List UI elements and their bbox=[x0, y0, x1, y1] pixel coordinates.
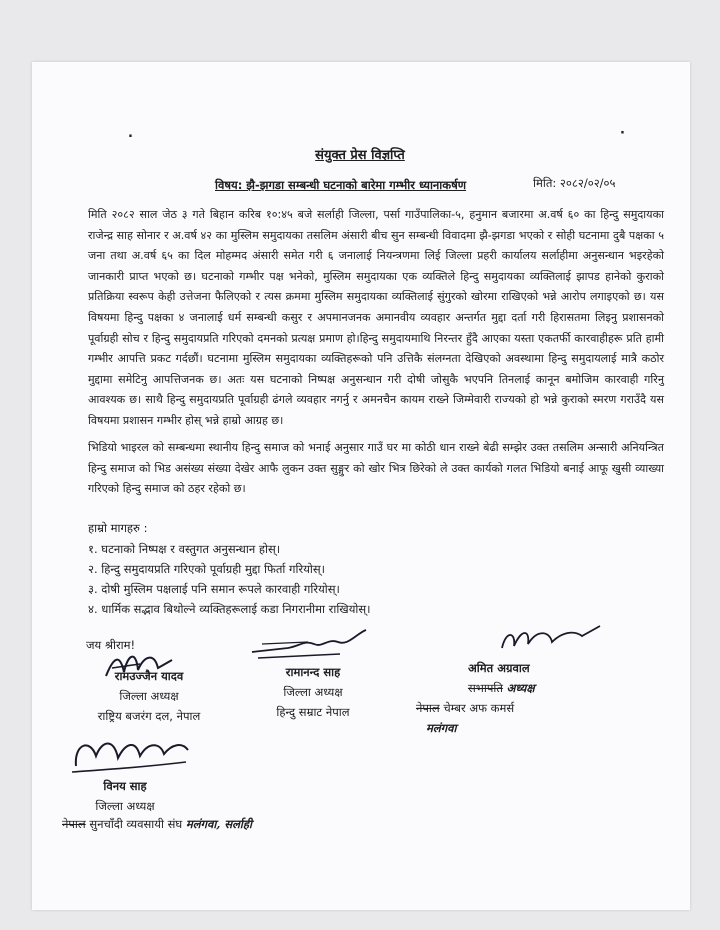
scan-mark: · bbox=[620, 126, 625, 141]
greeting: जय श्रीराम! bbox=[86, 638, 136, 652]
signatory-org-struck: नेपाल bbox=[416, 701, 440, 715]
signatory-name: अमित अग्रवाल bbox=[468, 661, 530, 675]
signatory-org-line bbox=[416, 698, 606, 718]
signatory-org: चेम्बर अफ कमर्स bbox=[443, 701, 515, 715]
signatory-org-handwritten: मलंगवा bbox=[426, 721, 457, 735]
demands-heading: हाम्रो मागहरु : bbox=[88, 521, 148, 535]
signatory-role: जिल्ला अध्यक्ष bbox=[283, 685, 343, 699]
signatory-name: विनय साह bbox=[103, 779, 147, 793]
demand-item: २. हिन्दु समुदायप्रति गरिएको पूर्वाग्रही मुद्दा फिर्ता गरियोस्। bbox=[88, 562, 325, 576]
signatory-org-handwritten: मलंगवा, सर्लाही bbox=[185, 817, 252, 831]
signatory-org: हिन्दु सम्राट नेपाल bbox=[276, 705, 350, 719]
signatory-org: सुनचाँदी व्यवसायी संघ bbox=[89, 817, 183, 831]
signatory-role: जिल्ला अध्यक्ष bbox=[95, 799, 155, 813]
signatory-role-handwritten: अध्यक्ष bbox=[506, 681, 535, 695]
body-paragraph-1: मिति २०८२ साल जेठ ३ गते बिहान करिब १०:४५ बजे सर्लाही जिल्ला, पर्सा गाउँपालिका-५, हनुमान बजारमा अ.वर्ष ६० का हिन्दु समुदायका राजेन्द्र साह सोनार र अ.वर्ष ४२ का मुस्लिम समुदायका तसलिम अंसारी बीच सुन सम्बन्धी विवादमा झै-झगडा भएको र सोही घटनामा दुबै पक्षका ५ जना तथा अ.वर्ष ६५ का दिल मोहम्मद अंसारी समेत गरी ६ जनालाई नियन्त्रणमा लिई जिल्ला प्रहरी कार्यालय सर्लाहीमा अनुसन्धान भइरहेको जानकारी प्राप्त भएको छ। घटनाको गम्भीर पक्ष भनेको, मुस्लिम समुदायका एक व्यक्तिले हिन्दु समुदायका व्यक्तिलाई झापड हानेको कुराको प्रतिक्रिया स्वरूप केही उत्तेजना फैलिएको र त्यस क्रममा मुस्लिम समुदायका व्यक्तिलाई सुंगुरको खोरमा राखिएको भन्ने आरोप लगाइएको छ। यस विषयमा हिन्दु पक्षका ४ जनालाई धर्म सम्बन्धी कसुर र अपमानजनक अमानवीय व्यवहार अन्तर्गत मुद्दा दर्ता गरी हिरासतमा लिइनु प्रशासनको पूर्वाग्रही सोच र हिन्दु समुदायप्रति गरिएको दमनको प्रत्यक्ष प्रमाण हो।हिन्दु समुदायमाथि निरन्तर हुँदै आएका यस्ता एकतर्फी कारवाहीहरू प्रति हामी गम्भीर आपत्ति प्रकट गर्दछौं। घटनामा मुस्लिम समुदायका व्यक्तिहरूको पनि उत्तिकै संलग्नता देखिएको अवस्थामा हिन्दु समुदायलाई मात्रै कठोर मुद्दामा समेटिनु आपत्तिजनक छ। अतः यस घटनाको निष्पक्ष अनुसन्धान गरी दोषी जोसुकै भएपनि तिनलाई कानून बमोजिम कारवाही गरिनु आवश्यक छ। साथै हिन्दु समुदायप्रति पूर्वाग्रही ढंगले व्यवहार नगर्नु र अमनचैन कायम राख्ने जिम्मेवारी राज्यको हो भन्ने कुराको स्मरण गराउँदै यस विषयमा प्रशासन गम्भीर होस् भन्ने हाम्रो आग्रह छ। bbox=[88, 208, 664, 427]
demand-item: ३. दोषी मुस्लिम पक्षलाई पनि समान रूपले कारवाही गरियोस्। bbox=[88, 582, 340, 596]
signatory-4 bbox=[70, 776, 180, 816]
document-subject: विषय: झै-झगडा सम्बन्धी घटनाको बारेमा गम्भीर ध्यानाकर्षण bbox=[215, 178, 467, 192]
signatory-1 bbox=[74, 666, 224, 726]
signatory-org-struck: नेपाल bbox=[62, 817, 86, 831]
signatory-role-struck: सभापति bbox=[468, 681, 503, 695]
signatory-org: राष्ट्रिय बजरंग दल, नेपाल bbox=[97, 709, 201, 723]
demand-item: १. घटनाको निष्पक्ष र वस्तुगत अनुसन्धान होस्। bbox=[88, 542, 281, 556]
scan-mark: . bbox=[128, 126, 133, 141]
signatory-role-line bbox=[416, 678, 606, 698]
document-title: संयुक्त प्रेस विज्ञप्ति bbox=[315, 148, 405, 163]
document-date: मिति: २०८२/०२/०५ bbox=[533, 176, 616, 190]
signatory-2 bbox=[248, 662, 378, 722]
body-paragraph-2: भिडियो भाइरल को सम्बन्धमा स्थानीय हिन्दु समाज को भनाई अनुसार गाउँ घर मा कोठी धान राख्ने बेढी सम्झेर उक्त तसलिम अन्सारी अनियन्त्रित हिन्दु समाज को भिड असंख्य संख्या देखेर आफै लुकन उक्त सुङ्गुर को खोर भित्र छिरेको ले उक्त कार्यको गलत भिडियो बनाई आफू खुसी व्याख्या गरिएको हिन्दु समाज को ठहर रहेको छ। bbox=[88, 441, 664, 496]
signatory-name: रामानन्द साह bbox=[285, 665, 341, 679]
signatory-role: जिल्ला अध्यक्ष bbox=[119, 689, 179, 703]
signatory-4-org-line bbox=[62, 814, 362, 834]
signatory-3 bbox=[416, 658, 606, 738]
signatory-name: रामउज्जैन यादव bbox=[114, 669, 184, 683]
demand-item: ४. धार्मिक सद्भाव बिथोल्ने व्यक्तिहरूलाई कडा निगरानीमा राखियोस्। bbox=[88, 602, 371, 616]
